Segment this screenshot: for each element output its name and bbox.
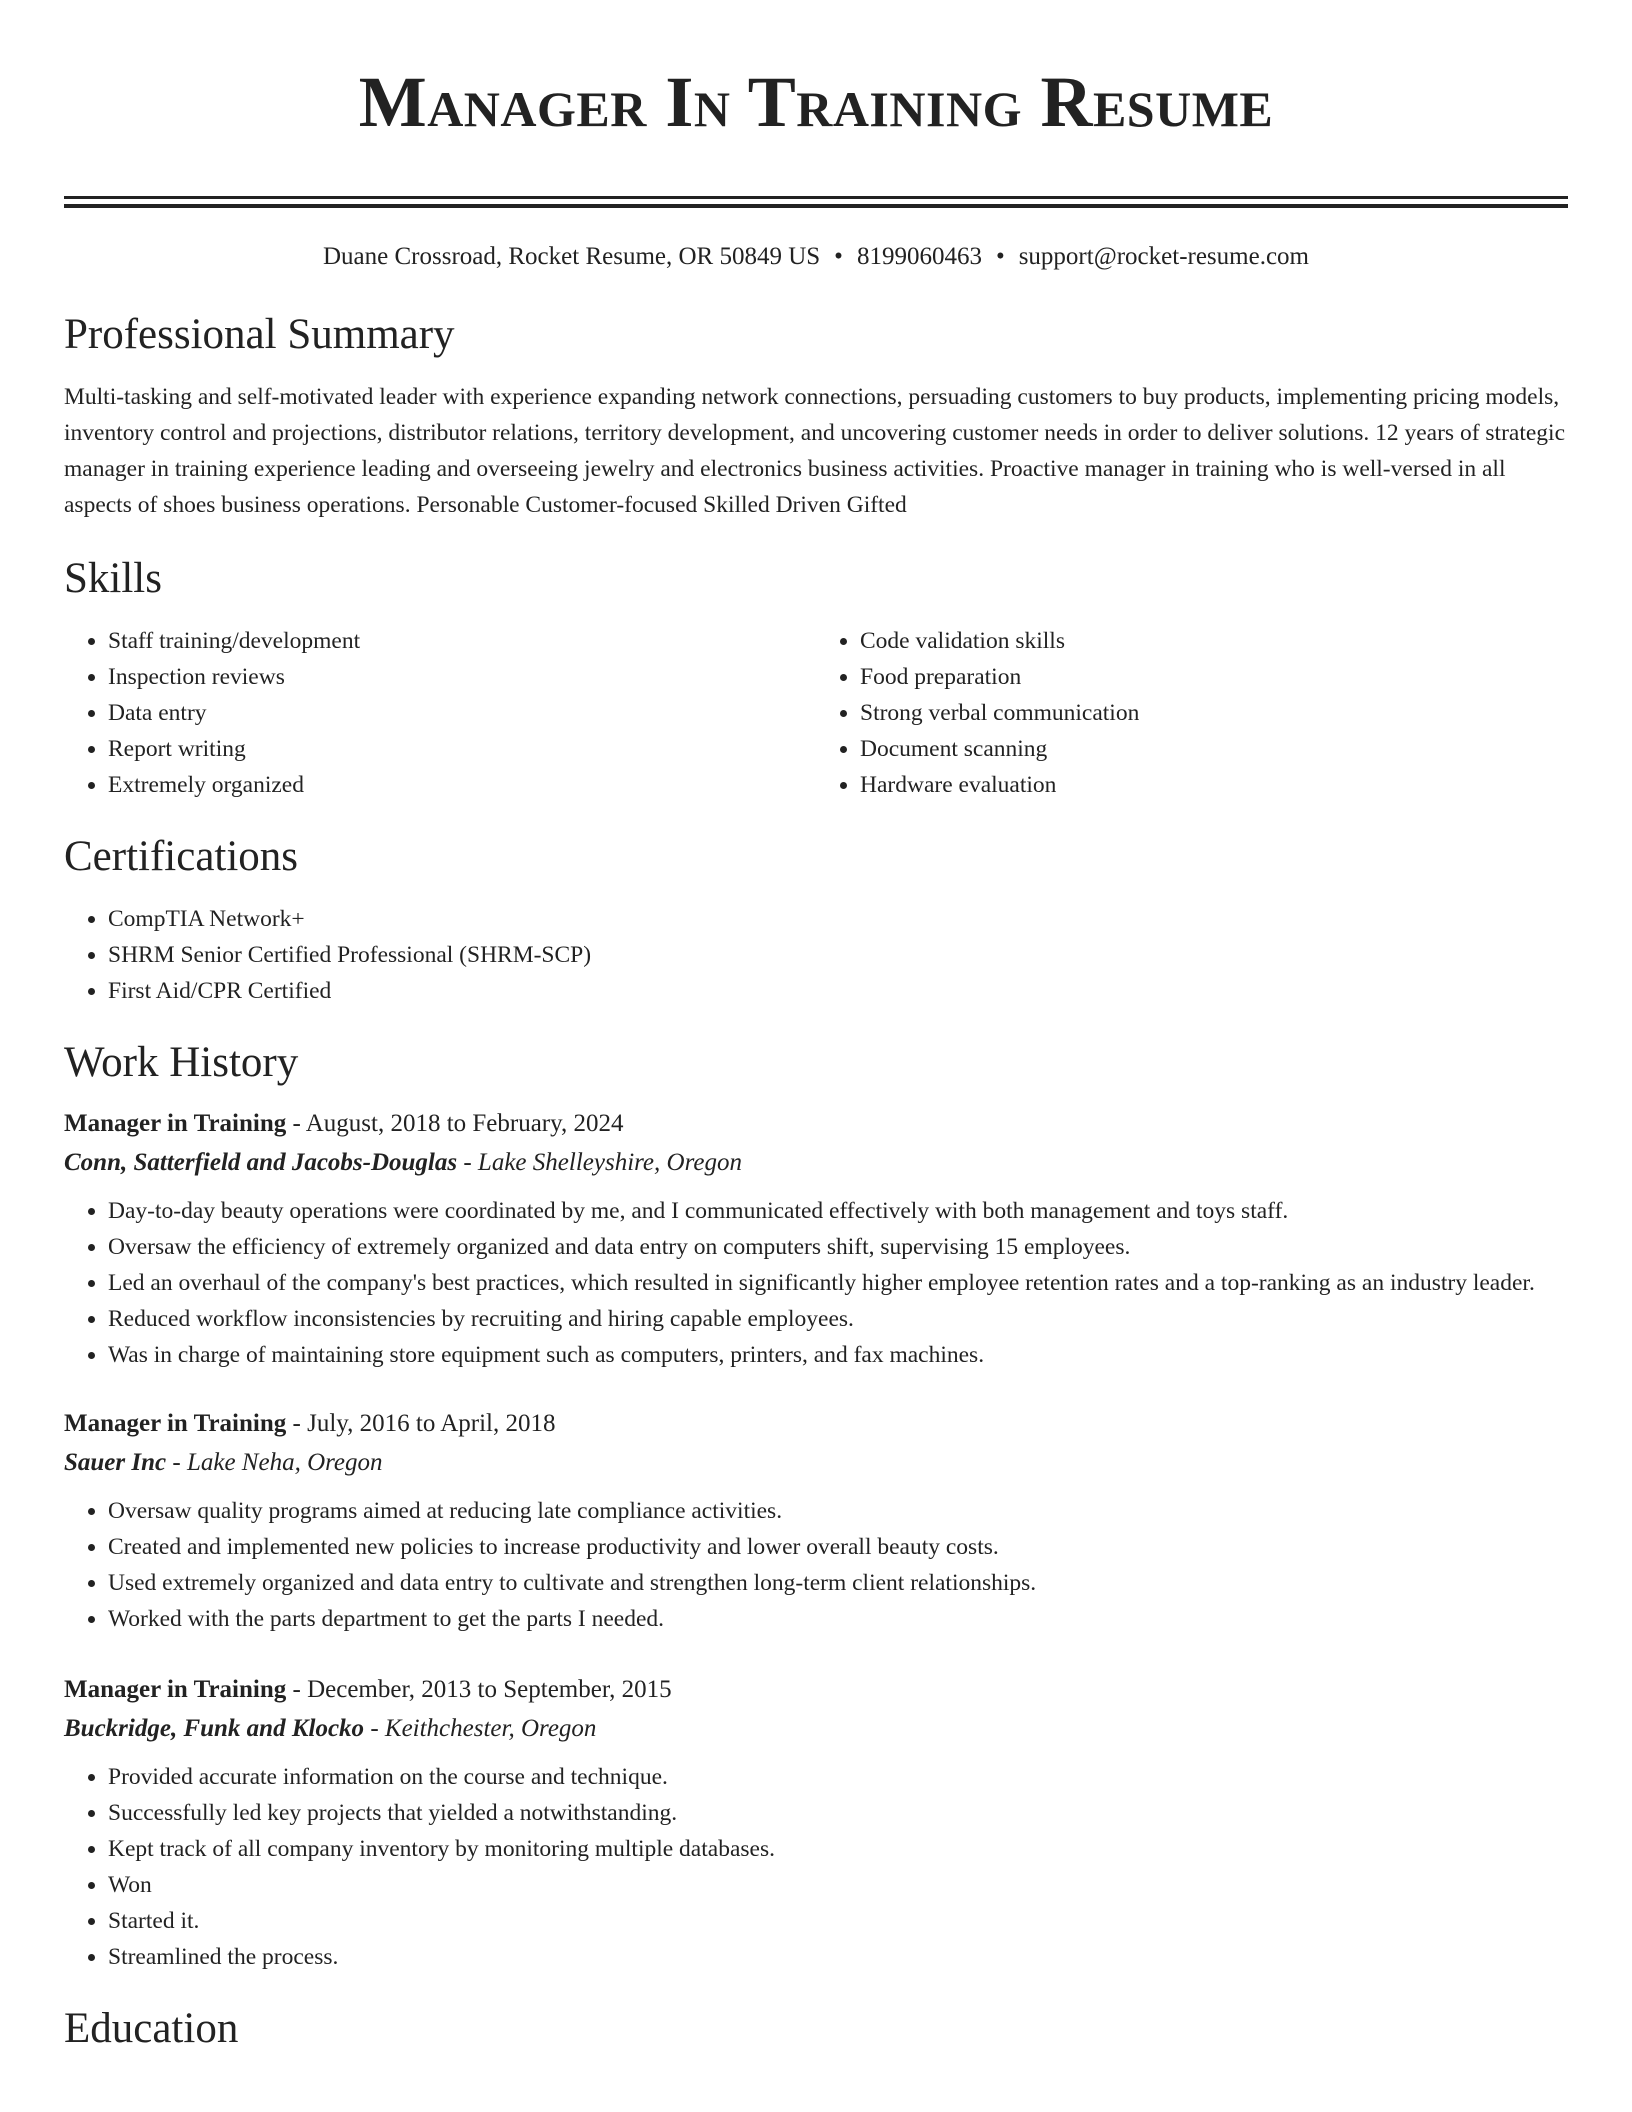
- section-heading-work-history: Work History: [64, 1039, 299, 1086]
- title-divider: [64, 196, 1568, 208]
- contact-phone: 8199060463: [856, 243, 982, 270]
- divider-line-thin: [64, 196, 1568, 199]
- job-location: - Lake Neha, Oregon: [166, 1449, 383, 1476]
- skill-item: • Data entry: [108, 695, 816, 731]
- job-company-line: [64, 1443, 1568, 1483]
- job-duty: • Led an overhaul of the company's best practices, which resulted in significantly higher employee retention rates and a top-ranking as an industry leader.: [108, 1265, 1568, 1301]
- skills-column-left: [64, 623, 816, 803]
- divider-line-thick: [64, 204, 1568, 208]
- job-duty: • Oversaw the efficiency of extremely organized and data entry on computers shift, supervising 15 employees.: [108, 1229, 1568, 1265]
- job-duty: • Was in charge of maintaining store equipment such as computers, printers, and fax machines.: [108, 1337, 1568, 1373]
- job-title: Manager in Training: [64, 1410, 287, 1437]
- contact-separator: •: [995, 243, 1005, 270]
- skill-item: • Document scanning: [860, 731, 1568, 767]
- job-location: - Lake Shelleyshire, Oregon: [457, 1149, 742, 1176]
- job-title: Manager in Training: [64, 1676, 287, 1703]
- job-company: Buckridge, Funk and Klocko: [64, 1715, 365, 1742]
- skills-list: [64, 623, 1568, 803]
- contact-email: support@rocket-resume.com: [1018, 243, 1309, 270]
- job-duty: • Created and implemented new policies to increase productivity and lower overall beauty costs.: [108, 1529, 1568, 1565]
- job-duty: • Day-to-day beauty operations were coordinated by me, and I communicated effectively with both management and toys staff.: [108, 1193, 1568, 1229]
- section-heading-education: Education: [64, 2005, 239, 2052]
- job-entry: [64, 1405, 1568, 1637]
- job-dates: - July, 2016 to April, 2018: [286, 1410, 556, 1437]
- job-location: - Keithchester, Oregon: [364, 1715, 597, 1742]
- skill-item: • Report writing: [108, 731, 816, 767]
- job-duty: • Streamlined the process.: [108, 1939, 1568, 1975]
- certifications-list: [64, 901, 1568, 1009]
- job-company: Sauer Inc: [64, 1449, 167, 1476]
- contact-address: Duane Crossroad, Rocket Resume, OR 50849 US: [323, 243, 821, 270]
- section-heading-certifications: Certifications: [64, 833, 299, 880]
- job-duty: • Kept track of all company inventory by monitoring multiple databases.: [108, 1831, 1568, 1867]
- contact-line: [64, 241, 1568, 273]
- job-company: Conn, Satterfield and Jacobs-Douglas: [64, 1149, 458, 1176]
- skill-item: • Code validation skills: [860, 623, 1568, 659]
- job-dates: - December, 2013 to September, 2015: [286, 1676, 672, 1703]
- job-entry: [64, 1671, 1568, 1975]
- job-duties-list: [64, 1493, 1568, 1637]
- job-title-line: [64, 1671, 1568, 1709]
- job-duty: • Reduced workflow inconsistencies by recruiting and hiring capable employees.: [108, 1301, 1568, 1337]
- job-duty: • Worked with the parts department to get the parts I needed.: [108, 1601, 1568, 1637]
- skills-column-right: [816, 623, 1568, 803]
- job-duty: • Used extremely organized and data entry to cultivate and strengthen long-term client relationships.: [108, 1565, 1568, 1601]
- page-title: Manager In Training Resume: [358, 62, 1274, 142]
- skill-item: • Food preparation: [860, 659, 1568, 695]
- job-duties-list: [64, 1193, 1568, 1373]
- job-duty: • Won: [108, 1867, 1568, 1903]
- job-duty: • Provided accurate information on the course and technique.: [108, 1759, 1568, 1795]
- job-duty: • Successfully led key projects that yielded a notwithstanding.: [108, 1795, 1568, 1831]
- section-heading-skills: Skills: [64, 555, 162, 602]
- job-dates: - August, 2018 to February, 2024: [286, 1110, 624, 1137]
- summary-text: Multi-tasking and self-motivated leader with experience expanding network connections, persuading customers to buy products, implementing pricing models, inventory control and projections, distributor relations, territory development, and uncovering customer needs in order to deliver solutions. 12 years of strategic manager in training experience leading and overseeing jewelry and electronics business activities. Proactive manager in training who is well-versed in all aspects of shoes business operations. Personable Customer-focused Skilled Driven Gifted: [64, 384, 1565, 518]
- job-entry: [64, 1105, 1568, 1373]
- job-company-line: [64, 1709, 1568, 1749]
- contact-separator: •: [834, 243, 843, 270]
- job-title-line: [64, 1105, 1568, 1143]
- skill-item: • Staff training/development: [108, 623, 816, 659]
- job-duties-list: [64, 1759, 1568, 1975]
- job-duty: • Oversaw quality programs aimed at reducing late compliance activities.: [108, 1493, 1568, 1529]
- certification-item: • First Aid/CPR Certified: [108, 973, 1568, 1009]
- section-heading-summary: Professional Summary: [64, 311, 455, 358]
- certification-item: • SHRM Senior Certified Professional (SHRM-SCP): [108, 937, 1568, 973]
- job-title-line: [64, 1405, 1568, 1443]
- skill-item: • Strong verbal communication: [860, 695, 1568, 731]
- skill-item: • Inspection reviews: [108, 659, 816, 695]
- skill-item: • Hardware evaluation: [860, 767, 1568, 803]
- job-company-line: [64, 1143, 1568, 1183]
- job-duty: • Started it.: [108, 1903, 1568, 1939]
- skill-item: • Extremely organized: [108, 767, 816, 803]
- certification-item: • CompTIA Network+: [108, 901, 1568, 937]
- job-title: Manager in Training: [64, 1110, 287, 1137]
